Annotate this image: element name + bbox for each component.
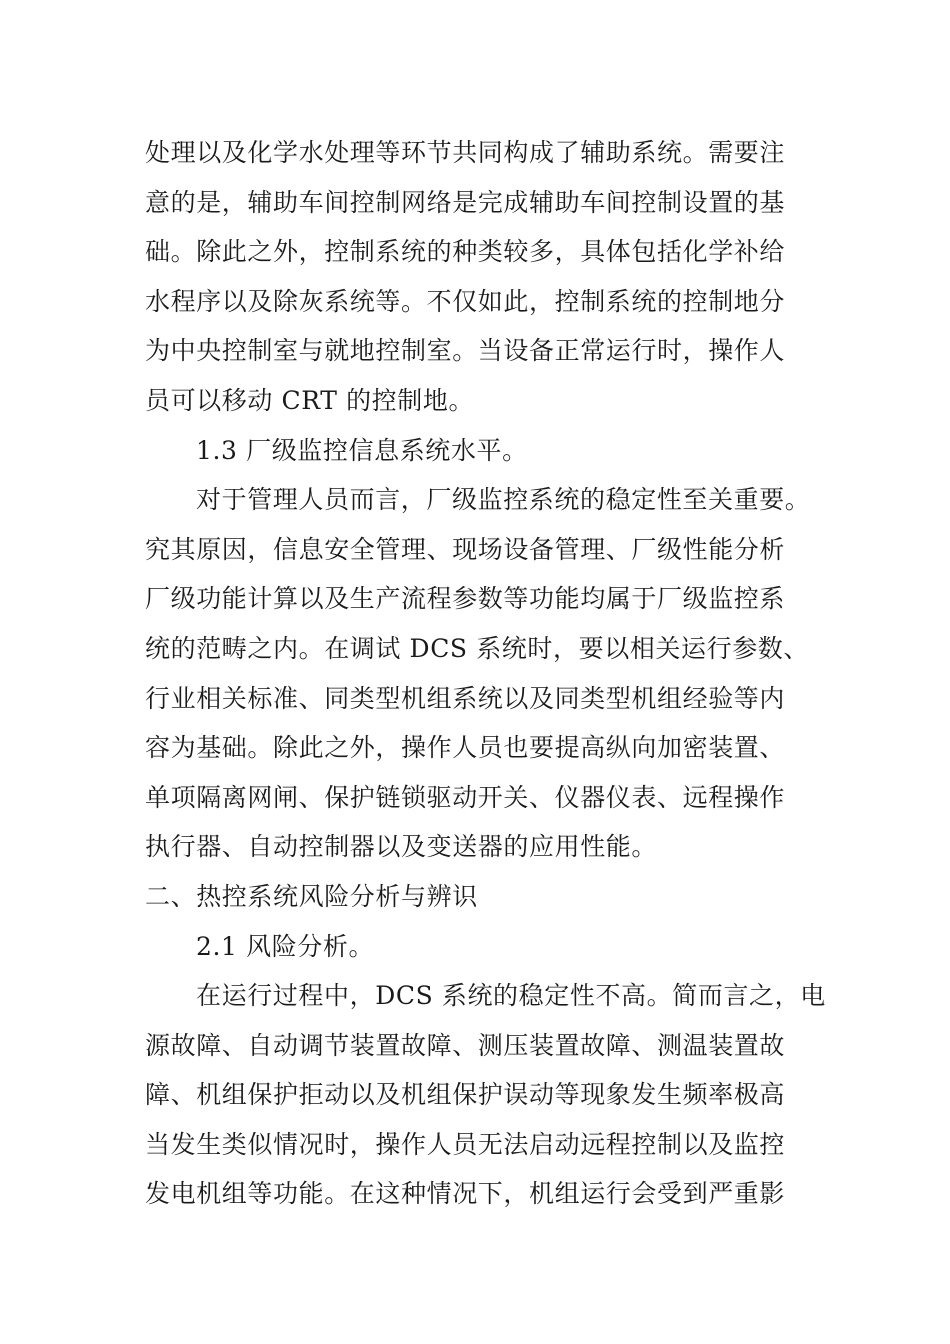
text-line: 执行器、自动控制器以及变送器的应用性能。 [145,832,658,862]
text-line: 水程序以及除灰系统等。不仅如此，控制系统的控制地分 [145,286,786,316]
text-line: 1.3 厂级监控信息系统水平。 [196,435,528,465]
text-line: 单项隔离网闸、保护链锁驱动开关、仪器仪表、远程操作 [145,782,786,812]
text-line: 源故障、自动调节装置故障、测压装置故障、测温装置故 [145,1030,786,1060]
text-line: 当发生类似情况时，操作人员无法启动远程控制以及监控 [145,1129,786,1159]
text-line: 员可以移动 CRT 的控制地。 [145,385,475,415]
text-line: 础。除此之外，控制系统的种类较多，具体包括化学补给 [145,237,786,267]
text-line: 行业相关标准、同类型机组系统以及同类型机组经验等内 [145,683,786,713]
text-line: 为中央控制室与就地控制室。当设备正常运行时，操作人 [145,336,786,366]
text-line: 处理以及化学水处理等环节共同构成了辅助系统。需要注 [145,138,786,167]
text-line: 二、热控系统风险分析与辨识 [145,881,478,911]
text-line: 容为基础。除此之外，操作人员也要提高纵向加密装置、 [145,733,786,763]
text-line: 意的是，辅助车间控制网络是完成辅助车间控制设置的基 [145,187,786,217]
text-line: 障、机组保护拒动以及机组保护误动等现象发生频率极高 [145,1080,786,1110]
text-line: 对于管理人员而言，厂级监控系统的稳定性至关重要。 [196,485,811,515]
text-line: 究其原因，信息安全管理、现场设备管理、厂级性能分析 [145,534,786,564]
text-line: 统的范畴之内。在调试 DCS 系统时，要以相关运行参数、 [145,633,809,663]
text-line: 厂级功能计算以及生产流程参数等功能均属于厂级监控系 [145,584,786,614]
text-line: 发电机组等功能。在这种情况下，机组运行会受到严重影 [145,1179,786,1209]
text-line: 2.1 风险分析。 [196,931,375,961]
body-text [145,128,825,1219]
text-line: 在运行过程中，DCS 系统的稳定性不高。简而言之，电 [196,981,826,1011]
